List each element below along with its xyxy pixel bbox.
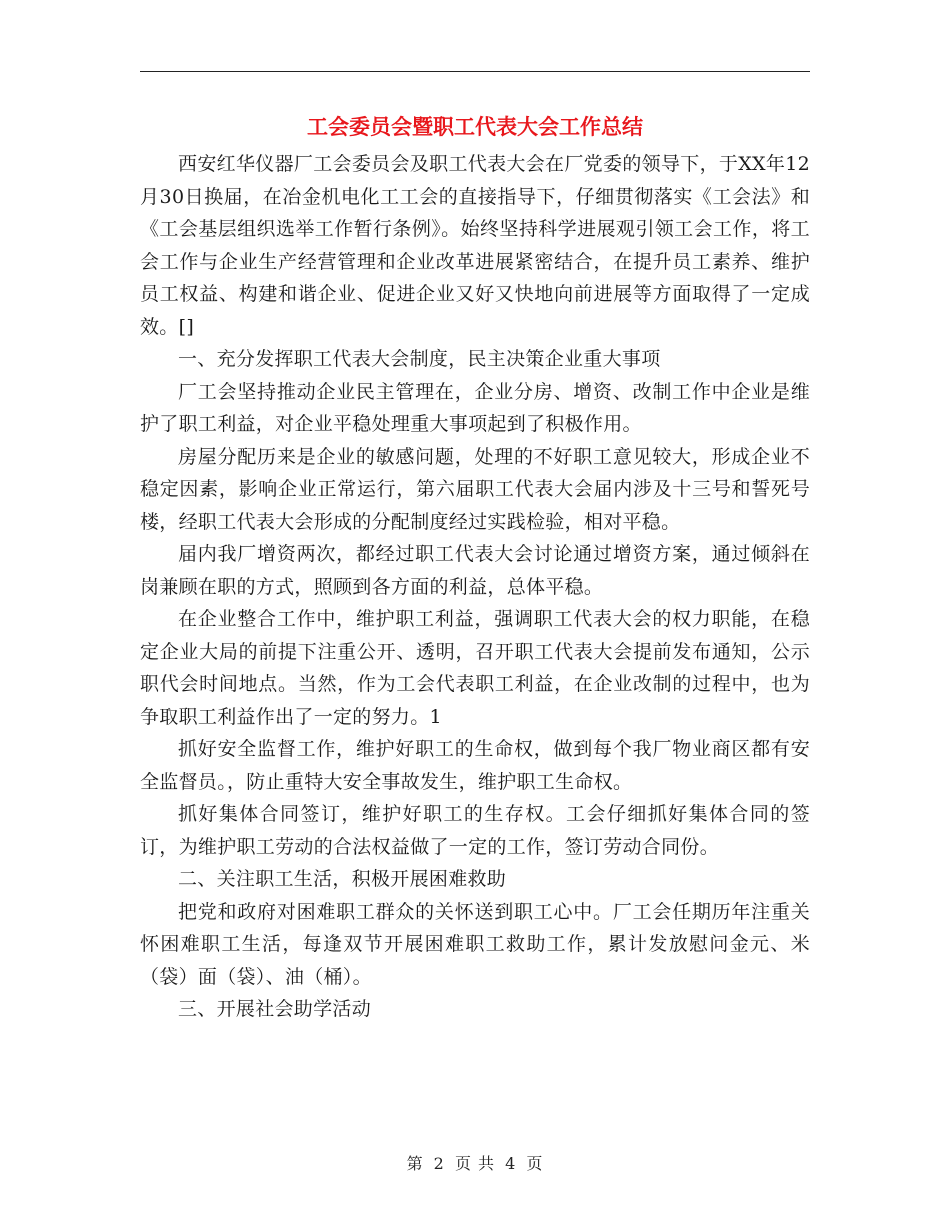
section-heading-3: 三、开展社会助学活动 (178, 998, 372, 1020)
footer-page-number: 2 (433, 1154, 445, 1173)
paragraph: 把党和政府对困难职工群众的关怀送到职工心中。厂工会任期历年注重关怀困难职工生活，每逢双节开展困难职工救助工作，累计发放慰问金元、米（袋）面（袋）、油（桶）。 (140, 900, 810, 988)
footer-total-pages: 4 (505, 1154, 517, 1173)
document-body (140, 148, 810, 1026)
section-heading-1: 一、充分发挥职工代表大会制度，民主决策企业重大事项 (178, 348, 661, 370)
paragraph: 房屋分配历来是企业的敏感问题，处理的不好职工意见较大，形成企业不稳定因素，影响企业正常运行，第六届职工代表大会届内涉及十三号和誓死号楼，经职工代表大会形成的分配制度经过实践检验，相对平稳。 (140, 445, 810, 533)
footer-prefix: 第 (406, 1154, 424, 1173)
paragraph: 抓好集体合同签订，维护好职工的生存权。工会仔细抓好集体合同的签订，为维护职工劳动的合法权益做了一定的工作，签订劳动合同份。 (140, 803, 810, 858)
page-footer (0, 1152, 950, 1176)
paragraph: 在企业整合工作中，维护职工利益，强调职工代表大会的权力职能，在稳定企业大局的前提下注重公开、透明，召开职工代表大会提前发布通知，公示职代会时间地点。当然，作为工会代表职工利益，在企业改制的过程中，也为争取职工利益作出了一定的努力。1 (140, 608, 810, 728)
section-heading-2: 二、关注职工生活，积极开展困难救助 (178, 868, 507, 890)
document-title: 工会委员会暨职工代表大会工作总结 (307, 115, 643, 139)
header-rule (140, 71, 810, 72)
footer-suffix: 页 (526, 1154, 544, 1173)
paragraph: 届内我厂增资两次，都经过职工代表大会讨论通过增资方案，通过倾斜在岗兼顾在职的方式，照顾到各方面的利益，总体平稳。 (140, 543, 810, 598)
paragraph: 厂工会坚持推动企业民主管理在，企业分房、增资、改制工作中企业是维护了职工利益，对企业平稳处理重大事项起到了积极作用。 (140, 380, 810, 435)
paragraph: 抓好安全监督工作，维护好职工的生命权，做到每个我厂物业商区都有安全监督员。，防止重特大安全事故发生，维护职工生命权。 (140, 738, 810, 793)
paragraph-intro: 西安红华仪器厂工会委员会及职工代表大会在厂党委的领导下，于XX年12月30日换届，在冶金机电化工工会的直接指导下，仔细贯彻落实《工会法》和《工会基层组织选举工作暂行条例》。始终坚持科学进展观引领工会工作，将工会工作与企业生产经营管理和企业改革进展紧密结合，在提升员工素养、维护员工权益、构建和谐企业、促进企业又好又快地向前进展等方面取得了一定成效。[] (140, 153, 810, 338)
footer-middle: 页 共 (454, 1154, 496, 1173)
